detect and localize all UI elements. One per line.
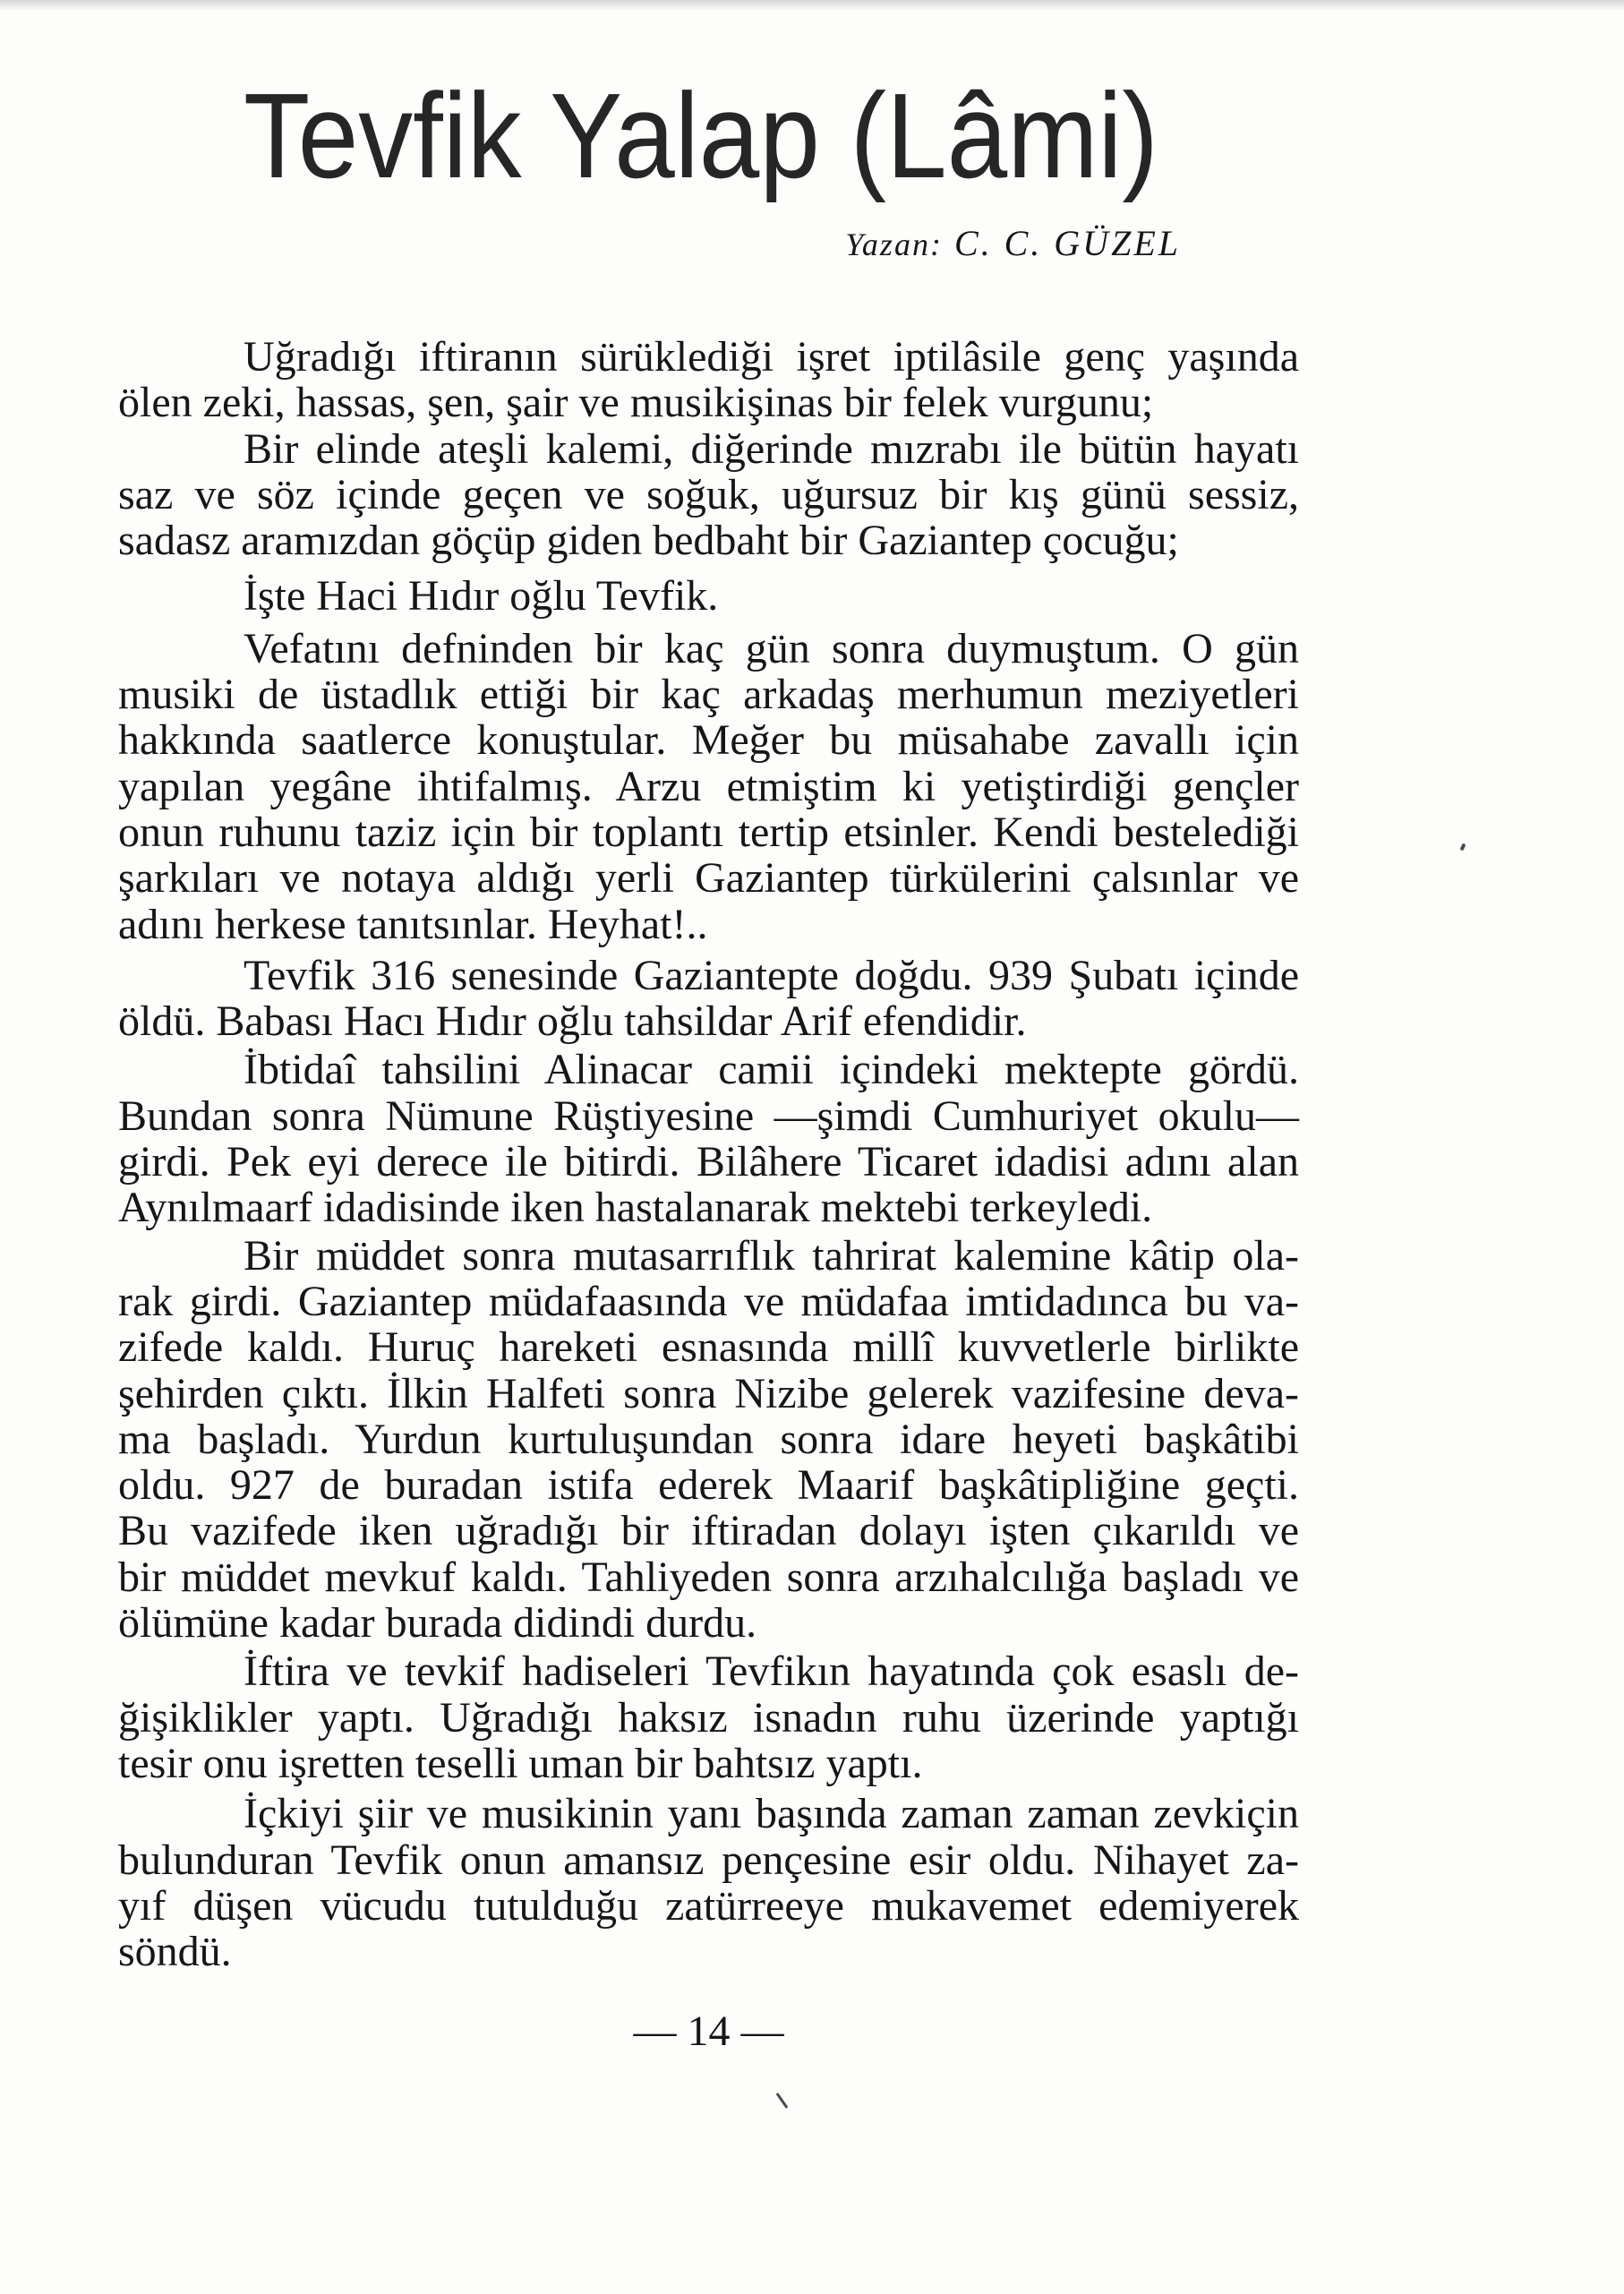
text-line: musiki de üstadlık ettiği bir kaç arkadaş merhumun meziyetleri: [118, 671, 1299, 719]
text-line: Bu vazifede iken uğradığı bir iftiradan dolayı işten çıkarıldı ve: [118, 1507, 1299, 1555]
byline: [845, 222, 1181, 266]
text-line: Tevfik 316 senesinde Gaziantepte doğdu. 939 Şubatı içinde: [244, 951, 1299, 999]
text-line: hakkında saatlerce konuştular. Meğer bu müsahabe zavallı için: [118, 716, 1299, 765]
paragraph: [118, 1648, 1299, 1786]
text-line: Bir müddet sonra mutasarrıflık tahrirat kalemine kâtip ola-: [244, 1231, 1299, 1280]
paragraph: [118, 626, 1299, 947]
text-line: rak girdi. Gaziantep müdafaasında ve müdafaa imtidadınca bu va-: [118, 1277, 1299, 1325]
text-line: Vefatını defninden bir kaç gün sonra duymuştum. O gün: [244, 624, 1299, 672]
text-line: Bir elinde ateşli kalemi, diğerinde mızrabı ile bütün hayatı: [244, 424, 1299, 473]
text-line: Aynılmaarf idadisinde iken hastalanarak mektebi terkeyledi.: [118, 1184, 1153, 1232]
paragraph: [118, 334, 1299, 426]
scan-edge: [0, 0, 1624, 11]
text-line: girdi. Pek eyi derece ile bitirdi. Bilâhere Ticaret idadisi adını alan: [118, 1138, 1299, 1186]
text-line: onun ruhunu taziz için bir toplantı tertip etsinler. Kendi bestelediği: [118, 808, 1299, 856]
text-line: sadasz aramızdan göçüp giden bedbaht bir Gaziantep çocuğu;: [118, 517, 1179, 565]
paragraph: [118, 1233, 1299, 1647]
text-line: ölen zeki, hassas, şen, şair ve musikişinas bir felek vurgunu;: [118, 379, 1154, 427]
text-line: İbtidaî tahsilini Alinacar camii içindeki mektepte gördü.: [244, 1046, 1299, 1094]
text-line: öldü. Babası Hacı Hıdır oğlu tahsildar Arif efendidir.: [118, 997, 1027, 1046]
text-line: oldu. 927 de buradan istifa ederek Maarif başkâtipliğine geçti.: [118, 1461, 1299, 1510]
text-line: İşte Haci Hıdır oğlu Tevfik.: [244, 572, 719, 621]
text-line: yıf düşen vücudu tutulduğu zatürreeye mukavemet edemiyerek: [118, 1881, 1299, 1930]
text-line: saz ve söz içinde geçen ve soğuk, uğursuz bir kış günü sessiz,: [118, 470, 1299, 518]
scan-mark: [1459, 843, 1466, 852]
article-body: [118, 334, 1299, 1974]
text-line: bulunduran Tevfik onun amansız pençesine esir oldu. Nihayet za-: [118, 1836, 1299, 1884]
byline-author: C. C. GÜZEL: [953, 223, 1181, 263]
page-number: — 14 —: [633, 2007, 784, 2055]
text-line: Bundan sonra Nümune Rüştiyesine —şimdi Cumhuriyet okulu—: [118, 1091, 1299, 1140]
text-line: İçkiyi şiir ve musikinin yanı başında zaman zaman zevkiçin: [244, 1790, 1299, 1838]
text-line: yapılan yegâne ihtifalmış. Arzu etmiştim ki yetiştirdiği gençler: [118, 762, 1299, 810]
scan-mark: [776, 2093, 789, 2109]
text-line: ma başladı. Yurdun kurtuluşundan sonra idare heyeti başkâtibi: [118, 1415, 1299, 1463]
text-line: ğişiklikler yaptı. Uğradığı haksız isnadın ruhu üzerinde yaptığı: [118, 1693, 1299, 1742]
byline-label: Yazan:: [845, 227, 943, 262]
text-line: şarkıları ve notaya aldığı yerli Gaziantep türkülerini çalsınlar ve: [118, 854, 1299, 903]
text-line: Uğradığı iftiranın sürüklediği işret iptilâsile genç yaşında: [244, 333, 1299, 381]
paragraph: [118, 1791, 1299, 1974]
text-line: bir müddet mevkuf kaldı. Tahliyeden sonra arzıhalcılığa başladı ve: [118, 1553, 1299, 1601]
text-line: söndü.: [118, 1928, 232, 1976]
page-title: Tevfik Yalap (Lâmi): [244, 68, 1158, 203]
text-line: ölümüne kadar burada didindi durdu.: [118, 1599, 757, 1648]
text-line: zifede kaldı. Huruç hareketi esnasında millî kuvvetlerle birlikte: [118, 1323, 1299, 1372]
text-line: tesir onu işretten teselli uman bir bahtsız yaptı.: [118, 1739, 923, 1787]
text-line: adını herkese tanıtsınlar. Heyhat!..: [118, 900, 708, 948]
text-line: şehirden çıktı. İlkin Halfeti sonra Nizibe gelerek vazifesine deva-: [118, 1369, 1299, 1417]
text-line: İftira ve tevkif hadiseleri Tevfikın hayatında çok esaslı de-: [244, 1648, 1299, 1696]
paragraph: [118, 573, 1299, 619]
paragraph: [118, 1047, 1299, 1230]
paragraph: [118, 426, 1299, 564]
paragraph: [118, 953, 1299, 1045]
